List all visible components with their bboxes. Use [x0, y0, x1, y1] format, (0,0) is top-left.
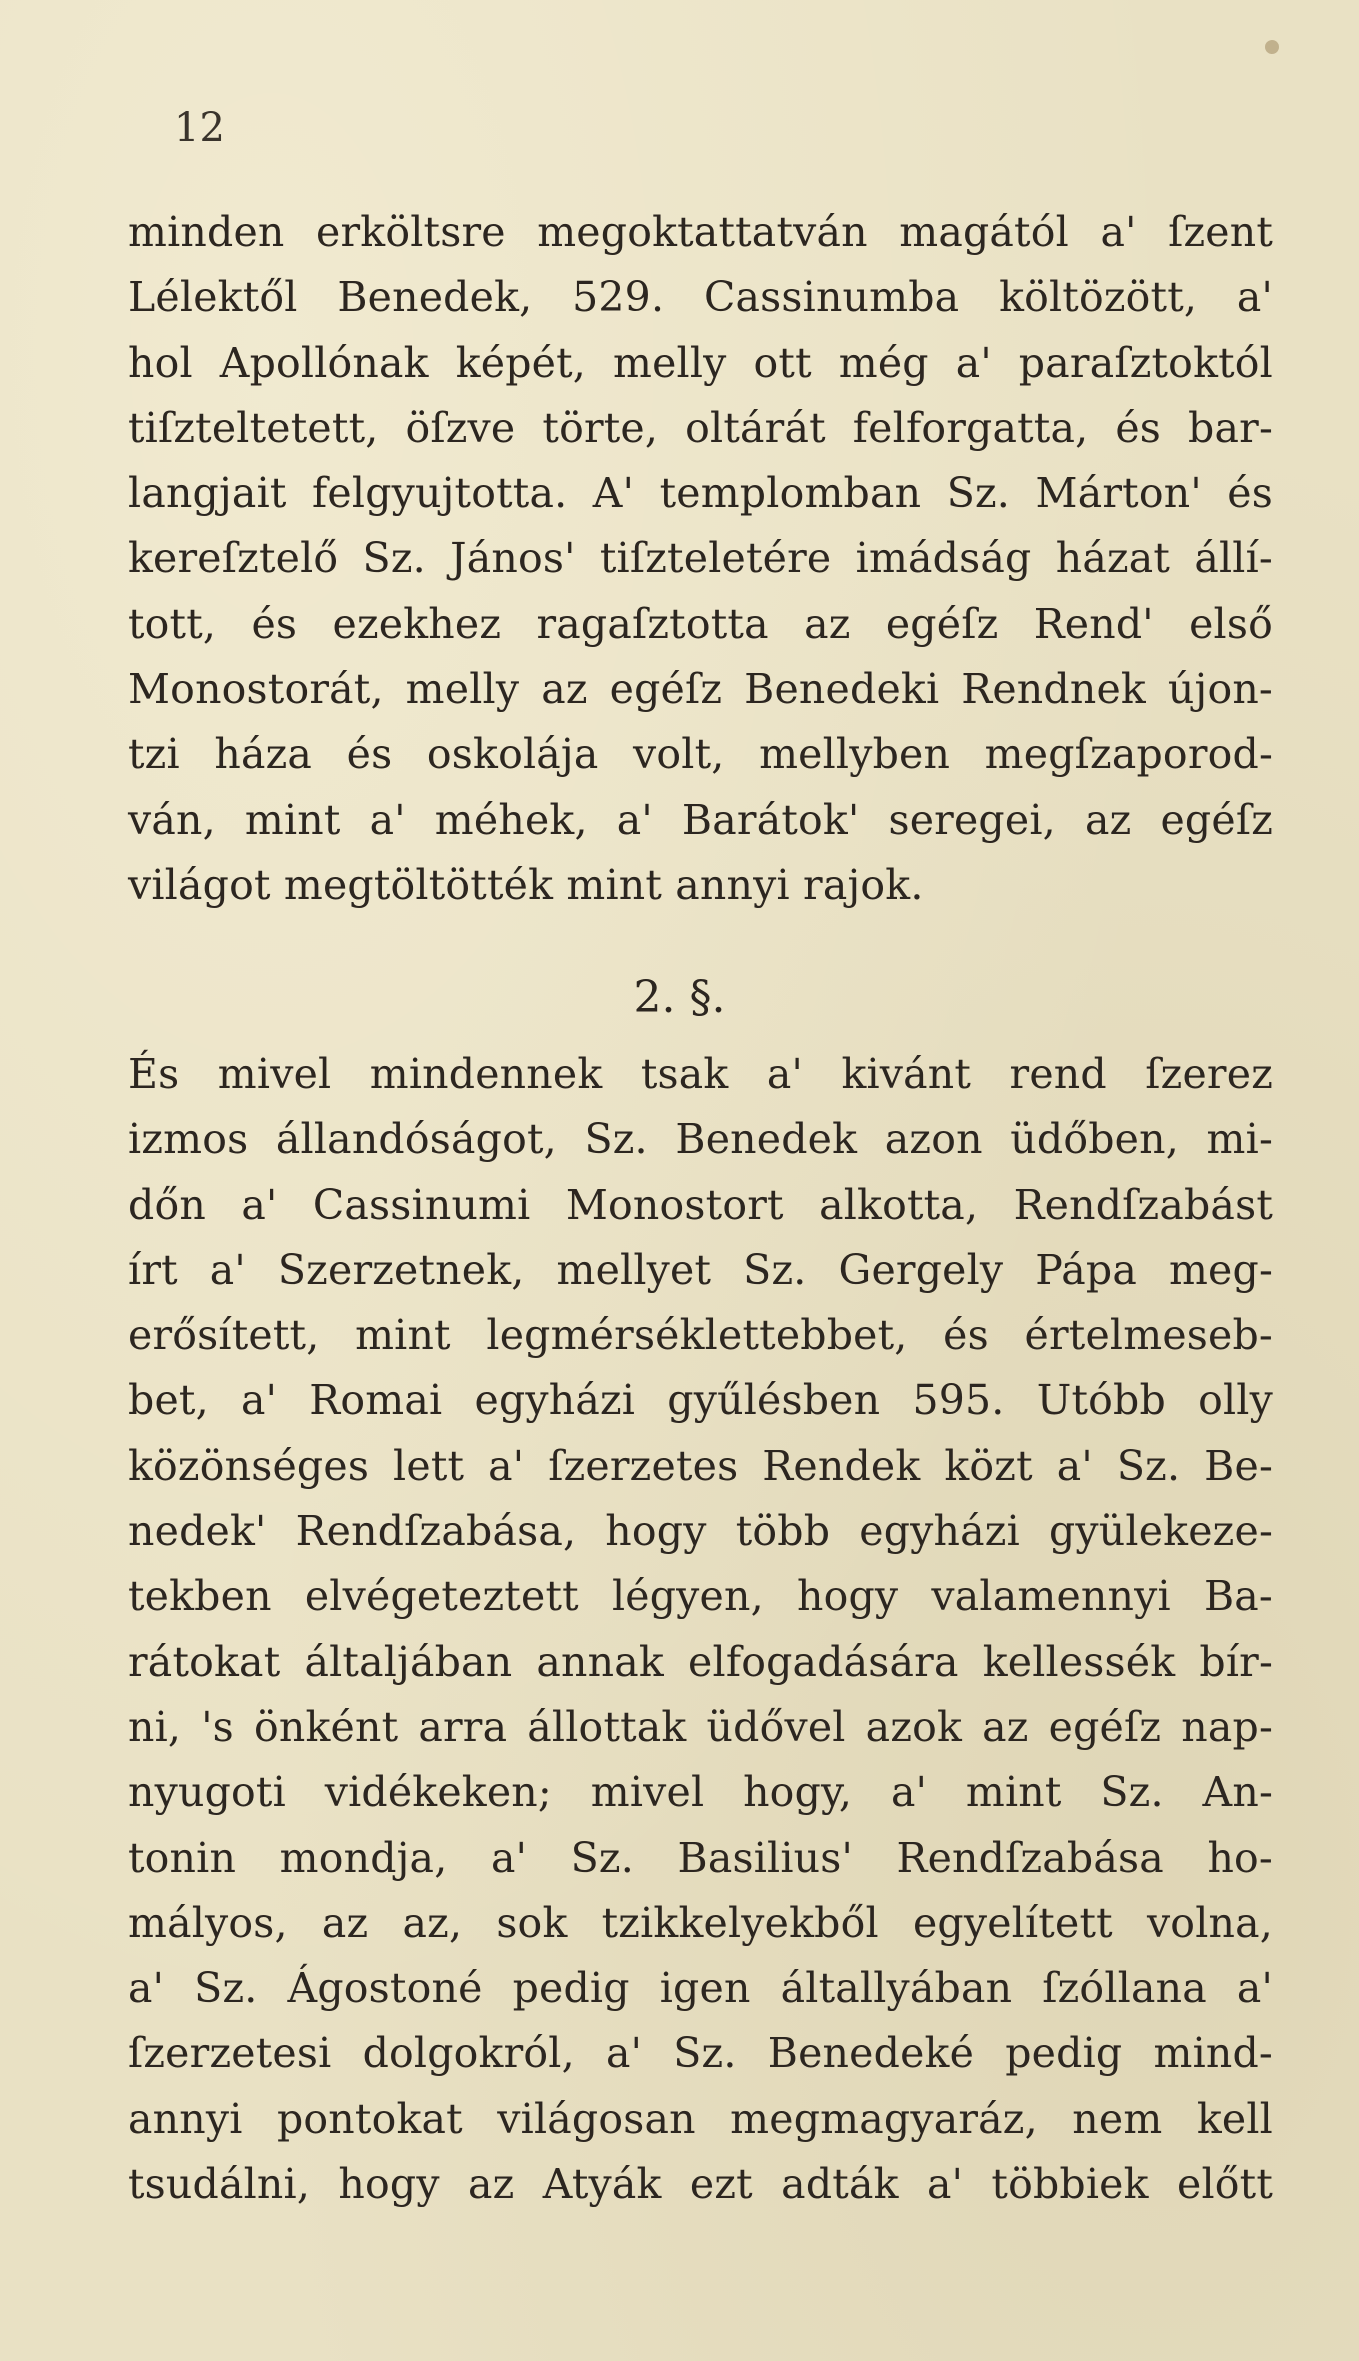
text-line: ni, 's önként arra állottak üdővel azok az egéſz nap-: [128, 1702, 1273, 1751]
text-line: minden erköltsre megoktattatván magától a' ſzent: [128, 208, 1273, 256]
text-line: tzi háza és oskolája volt, mellyben megſzaporod-: [128, 730, 1273, 779]
text-line: hol Apollónak képét, melly ott még a' paraſztoktól: [128, 338, 1273, 387]
section-heading: 2. §.: [633, 972, 726, 1023]
text-line: kereſztelő Sz. János' tiſzteletére imádság házat állí-: [128, 534, 1273, 583]
text-line: mályos, az az, sok tzikkelyekből egyelített volna,: [128, 1898, 1273, 1947]
text-line: tsudálni, hogy az Atyák ezt adták a' többiek előtt: [128, 2160, 1273, 2209]
ink-stain: [1265, 40, 1279, 54]
text-line: langjait felgyujtotta. A' templomban Sz. Márton' és: [128, 469, 1273, 518]
text-line: És mivel mindennek tsak a' kivánt rend ſzerez: [128, 1050, 1273, 1098]
text-line: rátokat általjában annak elfogadására kellessék bír-: [128, 1637, 1273, 1686]
paragraph-1: [128, 200, 1273, 918]
text-line: dőn a' Cassinumi Monostort alkotta, Rendſzabást: [128, 1180, 1273, 1229]
text-line: tott, és ezekhez ragaſztotta az egéſz Rend' első: [128, 599, 1273, 648]
paragraph-2: [128, 1042, 1273, 2217]
text-line: tonin mondja, a' Sz. Basilius' Rendſzabása ho-: [128, 1833, 1273, 1882]
text-line: ſzerzetesi dolgokról, a' Sz. Benedeké pedig mind-: [128, 2029, 1273, 2078]
text-line: Lélektől Benedek, 529. Cassinumba költözött, a': [128, 273, 1273, 322]
text-line: tiſzteltetett, öſzve törte, oltárát felforgatta, és bar-: [128, 403, 1273, 452]
text-line: Monostorát, melly az egéſz Benedeki Rendnek újon-: [128, 665, 1273, 714]
text-line: a' Sz. Ágostoné pedig igen általlyában ſzóllana a': [128, 1964, 1273, 2013]
text-line: ván, mint a' méhek, a' Barátok' seregei, az egéſz: [128, 795, 1273, 844]
text-line: közönséges lett a' ſzerzetes Rendek közt a' Sz. Be-: [128, 1441, 1273, 1490]
text-line: nedek' Rendſzabása, hogy több egyházi gyülekeze-: [128, 1507, 1273, 1556]
page-number: 12: [174, 105, 225, 151]
text-line: írt a' Szerzetnek, mellyet Sz. Gergely Pápa meg-: [128, 1245, 1273, 1294]
text-line: bet, a' Romai egyházi gyűlésben 595. Utóbb olly: [128, 1376, 1273, 1425]
text-line: izmos állandóságot, Sz. Benedek azon üdőben, mi-: [128, 1115, 1273, 1164]
text-line: annyi pontokat világosan megmagyaráz, nem kell: [128, 2094, 1273, 2143]
text-line: világot megtöltötték mint annyi rajok.: [128, 860, 924, 909]
text-line: tekben elvégeteztett légyen, hogy valamennyi Ba-: [128, 1572, 1273, 1621]
text-line: erősített, mint legmérséklettebbet, és értelmeseb-: [128, 1311, 1273, 1360]
text-line: nyugoti vidékeken; mivel hogy, a' mint Sz. An-: [128, 1768, 1273, 1817]
